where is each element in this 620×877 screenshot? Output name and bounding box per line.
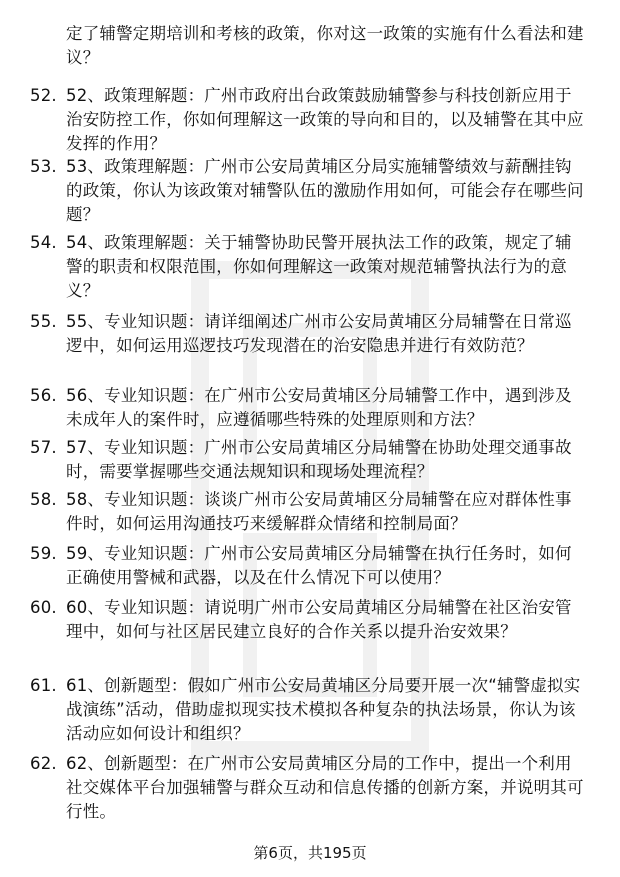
question-text: 55、专业知识题：请详细阐述广州市公安局黄埔区分局辅警在日常巡逻中，如何运用巡逻技巧发现潜在的治安隐患并进行有效防范？ bbox=[66, 312, 572, 355]
question-number: 58. bbox=[30, 490, 57, 509]
question-text: 56、专业知识题：在广州市公安局黄埔区分局辅警工作中，遇到涉及未成年人的案件时，应遵循哪些特殊的处理原则和方法？ bbox=[66, 386, 572, 429]
question-text: 57、专业知识题：广州市公安局黄埔区分局辅警在协助处理交通事故时，需要掌握哪些交通法规知识和现场处理流程？ bbox=[66, 438, 572, 481]
question-number: 59. bbox=[30, 544, 57, 563]
question-number: 57. bbox=[30, 438, 57, 457]
question-text: 53、政策理解题：广州市公安局黄埔区分局实施辅警绩效与薪酬挂钩的政策，你认为该政策对辅警队伍的激励作用如何，可能会存在哪些问题？ bbox=[66, 157, 584, 224]
page-footer: 第6页，共195页 bbox=[253, 844, 367, 862]
question-number: 53. bbox=[30, 157, 57, 176]
question-number: 55. bbox=[30, 312, 57, 331]
question-text: 52、政策理解题：广州市政府出台政策鼓励辅警参与科技创新应用于治安防控工作，你如何理解这一政策的导向和目的，以及辅警在其中应发挥的作用？ bbox=[66, 86, 584, 153]
question-number: 54. bbox=[30, 233, 57, 252]
question-number: 56. bbox=[30, 386, 57, 405]
question-number: 62. bbox=[30, 754, 57, 773]
question-number: 60. bbox=[30, 598, 57, 617]
question-number: 52. bbox=[30, 86, 57, 105]
question-text: 61、创新题型：假如广州市公安局黄埔区分局要开展一次“辅警虚拟实战演练”活动，借助虚拟现实技术模拟各种复杂的执法场景，你认为该活动应如何设计和组织？ bbox=[66, 676, 581, 743]
question-number: 61. bbox=[30, 676, 57, 695]
question-text: 59、专业知识题：广州市公安局黄埔区分局辅警在执行任务时，如何正确使用警械和武器，以及在什么情况下可以使用？ bbox=[66, 544, 572, 587]
question-text: 58、专业知识题：谈谈广州市公安局黄埔区分局辅警在应对群体性事件时，如何运用沟通技巧来缓解群众情绪和控制局面？ bbox=[66, 490, 572, 533]
question-text: 54、政策理解题：关于辅警协助民警开展执法工作的政策，规定了辅警的职责和权限范围，你如何理解这一政策对规范辅警执法行为的意义？ bbox=[66, 233, 572, 300]
question-51-continuation: 定了辅警定期培训和考核的政策，你对这一政策的实施有什么看法和建议？ bbox=[66, 24, 584, 67]
question-text: 62、创新题型：在广州市公安局黄埔区分局的工作中，提出一个利用社交媒体平台加强辅警与群众互动和信息传播的创新方案，并说明其可行性。 bbox=[66, 754, 584, 821]
question-text: 60、专业知识题：请说明广州市公安局黄埔区分局辅警在社区治安管理中，如何与社区居民建立良好的合作关系以提升治安效果？ bbox=[66, 598, 572, 641]
